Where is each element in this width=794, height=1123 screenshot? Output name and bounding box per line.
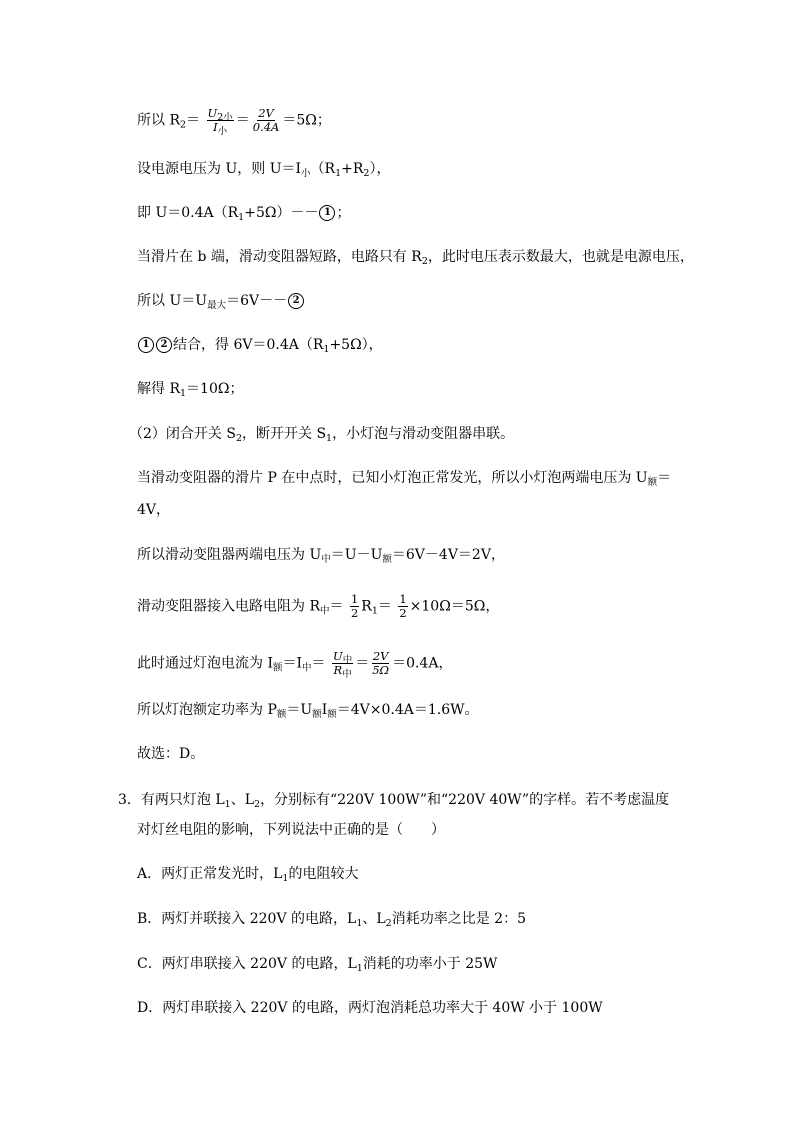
text: 消耗的功率小于 25W [362,956,498,972]
solution-line-14 [137,700,479,720]
solution-line-5 [137,291,305,311]
text: ＝ [311,655,326,672]
text: ＝ [186,112,201,129]
solution-line-1: 所以 $R_2=$ $\frac{U_{2小}}{I_小}$ ＝ $\frac{2V}{0.4A}$ ＝5Ω； [137,106,331,137]
denominator: 2 [350,606,359,620]
option-b[interactable] [137,909,526,929]
subscript: 最大 [207,300,227,311]
denominator: 5Ω [372,663,390,677]
text: ； [336,205,351,221]
numerator: 1 [350,592,359,606]
text: 解得 R [137,381,180,397]
text: ＝ [657,470,672,486]
subscript: 1 [356,918,363,929]
text: ＝5Ω； [282,112,331,129]
solution-line-12 [137,593,499,620]
subscript: 1 [335,168,342,179]
option-d[interactable] [137,998,603,1018]
text: ＝6V－4V＝2V， [391,547,505,563]
text: ×10Ω＝5Ω， [409,598,500,615]
text: ＝0.4A， [392,655,453,672]
text: ＝U－U [330,547,383,563]
denominator: 2 [399,606,407,620]
text: ＝4V×0.4A＝1.6W。 [336,702,479,718]
subscript: 额 [647,477,658,488]
subscript: 中 [321,554,331,565]
text: 的电阻较大 [288,866,359,882]
subscript: 中 [320,605,330,617]
text: 所以灯泡额定功率为 P [137,702,277,718]
text: 4V， [137,502,171,518]
subscript: 1 [180,388,187,399]
text: 所以 U＝U [137,293,208,309]
text: ，小灯泡与滑动变阻器串联。 [332,426,515,442]
subscript: 2 [254,799,261,810]
solution-line-4 [137,247,694,267]
text: 、L [230,792,255,808]
text: ，断开开关 S [242,426,327,442]
text: A．两灯正常发光时，L [137,866,283,882]
subscript: 1 [238,212,245,223]
subscript: 额 [276,709,287,720]
text: （2）闭合开关 S [129,426,236,442]
text: +R [341,161,364,177]
denominator: 0.4A [252,120,280,134]
circled-number-1: 1 [138,337,154,353]
question-3-stem-line-2 [137,820,445,840]
subscript: 额 [327,709,337,720]
text: 有两只灯泡 L [140,792,225,808]
denominator: I [213,120,218,134]
subscript: 1 [282,873,289,884]
solution-line-8 [129,424,514,444]
answer-text: 故选：D。 [137,746,205,762]
subscript: 1 [323,344,330,355]
text: ，此时电压表示数最大，也就是电源电压， [427,249,694,265]
fraction-u-over-r [332,649,353,680]
solution-line-11 [137,545,505,565]
text: 结合，得 6V＝0.4A（R [173,337,324,353]
subscript: 小 [301,168,311,179]
question-number: 3． [118,792,141,808]
subscript: 2 [421,256,428,267]
text: D．两灯串联接入 220V 的电路，两灯泡消耗总功率大于 40W 小于 100W [137,1000,603,1016]
text: ＝ [329,598,344,615]
fraction-2v-over-04a [252,107,281,134]
question-3-stem-line-1 [118,790,669,810]
subscript: 2 [363,168,370,179]
text: 所以滑动变阻器两端电压为 U [137,547,322,563]
circled-number-2: 2 [288,293,304,309]
text: 设电源电压为 U，则 U＝I [137,161,302,177]
text: R [361,598,372,615]
solution-line-9 [137,468,671,488]
text: ＝ [377,598,392,615]
option-a[interactable] [137,864,358,884]
text: 当滑动变阻器的滑片 P 在中点时，已知小灯泡正常发光，所以小灯泡两端电压为 U [137,470,648,486]
solution-line-2 [137,159,390,179]
subscript: 1 [371,605,378,617]
subscript: 额 [272,662,283,674]
numerator: 2V [258,106,274,120]
numerator: U [333,649,343,663]
text: 对灯丝电阻的影响，下列说法中正确的是（ ） [137,822,445,838]
text: ，分别标有“220V 100W”和“220V 40W”的字样。若不考虑温度 [260,792,670,808]
solution-line-10 [137,500,170,520]
text: 滑动变阻器接入电路电阻为 R [137,598,320,615]
subscript: 1 [356,963,363,974]
option-c[interactable] [137,954,497,974]
text: 当滑片在 b 端，滑动变阻器短路，电路只有 R [137,249,422,265]
circled-number-2: 2 [156,337,172,353]
fraction-u2-over-i [207,106,234,137]
subscript: 额 [312,709,322,720]
text: I [321,702,328,718]
text: C．两灯串联接入 220V 的电路，L [137,956,357,972]
text: 消耗功率之比是 2：5 [391,911,526,927]
solution-line-6 [137,335,383,355]
subscript: 中 [302,662,312,674]
subscript: 1 [224,799,231,810]
fraction-one-half [350,593,359,620]
text: 所以 R [137,112,180,129]
subscript: 2 [385,918,392,929]
solution-line-13: 此时通过灯泡电流为 $I_额=I_中=$ $\frac{U_中}{R_中}$ ＝ $\frac{2V}{5\Omega}$ ＝0.4A， [137,649,453,680]
subscript: 1 [326,433,333,444]
text: ）， [369,161,391,177]
subscript: 2 [235,433,242,444]
numerator: 2V [372,649,389,663]
text: ＝6V－－ [226,293,288,309]
text: 此时通过灯泡电流为 I [137,655,273,672]
subscript: 额 [382,554,392,565]
fraction-2v-over-5ohm [371,650,390,677]
text: 、L [362,911,386,927]
text: 即 U＝0.4A（R [137,205,239,221]
solution-line-7 [137,379,243,399]
numerator: U [207,106,218,120]
denominator: R [333,663,343,677]
circled-number-1: 1 [319,205,335,221]
text: +5Ω）－－ [244,205,319,221]
text: （R [310,161,336,177]
text: ＝I [282,655,303,672]
subscript: 小 [217,126,228,137]
solution-line-15 [137,744,204,764]
text: +5Ω）， [329,337,383,353]
subscript: 2小 [217,112,233,123]
text: ＝U [286,702,313,718]
fraction-one-half [398,593,407,620]
text: B．两灯并联接入 220V 的电路，L [137,911,357,927]
numerator: 1 [399,592,407,606]
solution-line-3 [137,203,350,223]
subscript: 中 [342,655,353,666]
subscript: 中 [342,669,352,680]
text: ＝10Ω； [186,381,244,397]
subscript: 2 [180,119,187,131]
